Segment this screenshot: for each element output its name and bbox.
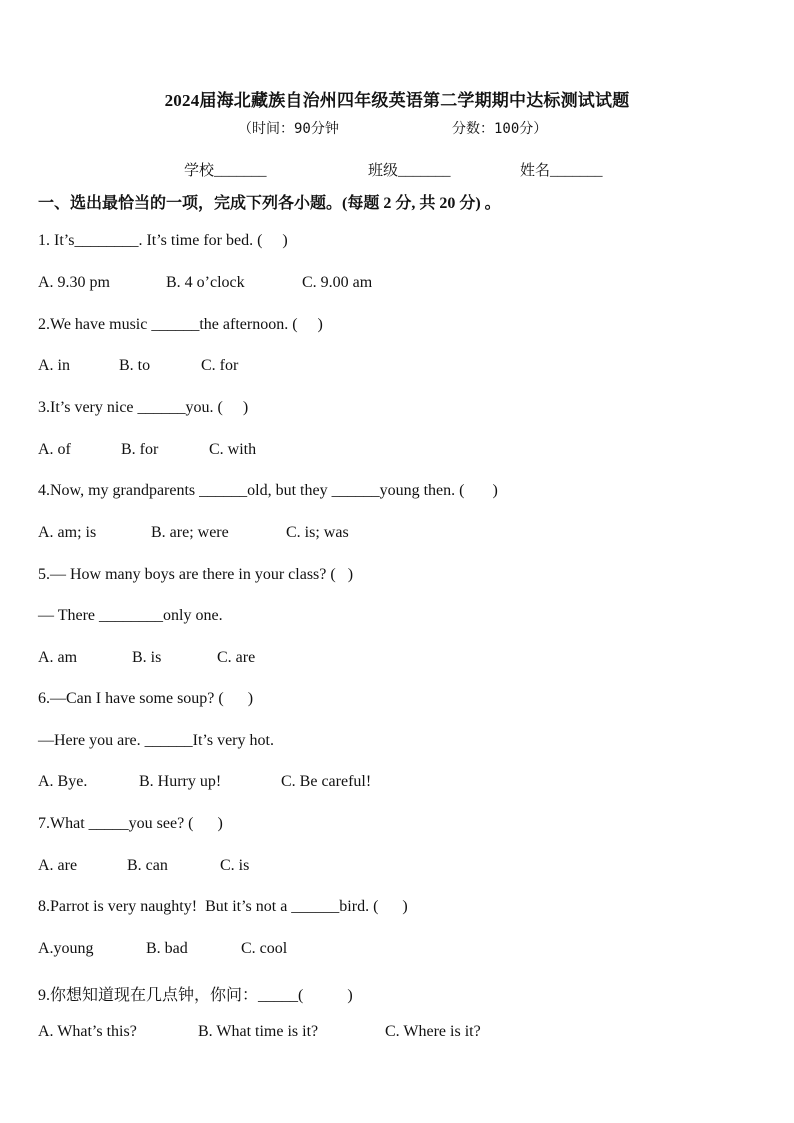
question-4-text: 4.Now, my grandparents ______old, but they ______young then. ( ) [38, 482, 498, 499]
option-a[interactable]: A. What’s this? [38, 1023, 137, 1040]
question-8-text: 8.Parrot is very naughty! But it’s not a ______bird. ( ) [38, 898, 408, 915]
question-8-options [38, 940, 287, 958]
question-5-text: 5.— How many boys are there in your class? ( ) [38, 566, 354, 583]
question-4-options [38, 524, 349, 542]
option-c[interactable]: C. is [220, 857, 250, 874]
option-c[interactable]: C. Where is it? [385, 1023, 481, 1040]
option-a[interactable]: A. am [38, 649, 78, 666]
question-1-text: 1. It’s________. It’s time for bed. ( ) [38, 232, 288, 249]
option-b[interactable]: B. are; were [151, 524, 229, 541]
question-3-options [38, 441, 256, 459]
option-b[interactable]: B. is [132, 649, 162, 666]
question-5-text-2: — There ________only one. [38, 607, 223, 624]
question-2-options [38, 357, 238, 375]
option-a[interactable]: A. Bye. [38, 773, 88, 790]
question-6-text: 6.—Can I have some soup? ( ) [38, 690, 254, 707]
option-a[interactable]: A.young [38, 940, 94, 957]
option-b[interactable]: B. can [127, 857, 168, 874]
option-a[interactable]: A. 9.30 pm [38, 274, 110, 291]
option-a[interactable]: A. am; is [38, 524, 97, 541]
name-field[interactable]: 姓名_______ [520, 163, 603, 179]
option-b[interactable]: B. bad [146, 940, 188, 957]
option-c[interactable]: C. are [217, 649, 256, 666]
exam-score: 分数：100分） [452, 121, 548, 137]
class-field[interactable]: 班级_______ [368, 163, 451, 179]
option-c[interactable]: C. for [201, 357, 239, 374]
school-field[interactable]: 学校_______ [184, 163, 267, 179]
question-7-text: 7.What _____you see? ( ) [38, 815, 223, 832]
question-3-text: 3.It’s very nice ______you. ( ) [38, 399, 249, 416]
question-9-text: 9.你想知道现在几点钟，你问：_____( ) [38, 987, 353, 1004]
question-5-options [38, 649, 255, 667]
section-heading: 一、选出最恰当的一项，完成下列各小题。(每题 2 分, 共 20 分) 。 [38, 195, 501, 212]
option-a[interactable]: A. are [38, 857, 78, 874]
option-b[interactable]: B. to [119, 357, 151, 374]
question-1-options [38, 274, 372, 292]
option-c[interactable]: C. with [209, 441, 257, 458]
option-c[interactable]: C. Be careful! [281, 773, 372, 790]
question-6-options [38, 773, 371, 791]
exam-time: （时间：90分钟 [238, 121, 339, 137]
question-7-options [38, 857, 249, 875]
option-b[interactable]: B. 4 o’clock [166, 274, 245, 291]
question-2-text: 2.We have music ______the afternoon. ( ) [38, 316, 323, 333]
option-c[interactable]: C. 9.00 am [302, 274, 373, 291]
option-c[interactable]: C. cool [241, 940, 288, 957]
option-b[interactable]: B. What time is it? [198, 1023, 319, 1040]
option-b[interactable]: B. for [121, 441, 159, 458]
option-c[interactable]: C. is; was [286, 524, 349, 541]
option-b[interactable]: B. Hurry up! [139, 773, 222, 790]
option-a[interactable]: A. in [38, 357, 70, 374]
option-a[interactable]: A. of [38, 441, 71, 458]
question-6-text-2: —Here you are. ______It’s very hot. [38, 732, 274, 749]
page-title: 2024届海北藏族自治州四年级英语第二学期期中达标测试试题 [164, 91, 630, 110]
question-9-options [38, 1023, 481, 1041]
